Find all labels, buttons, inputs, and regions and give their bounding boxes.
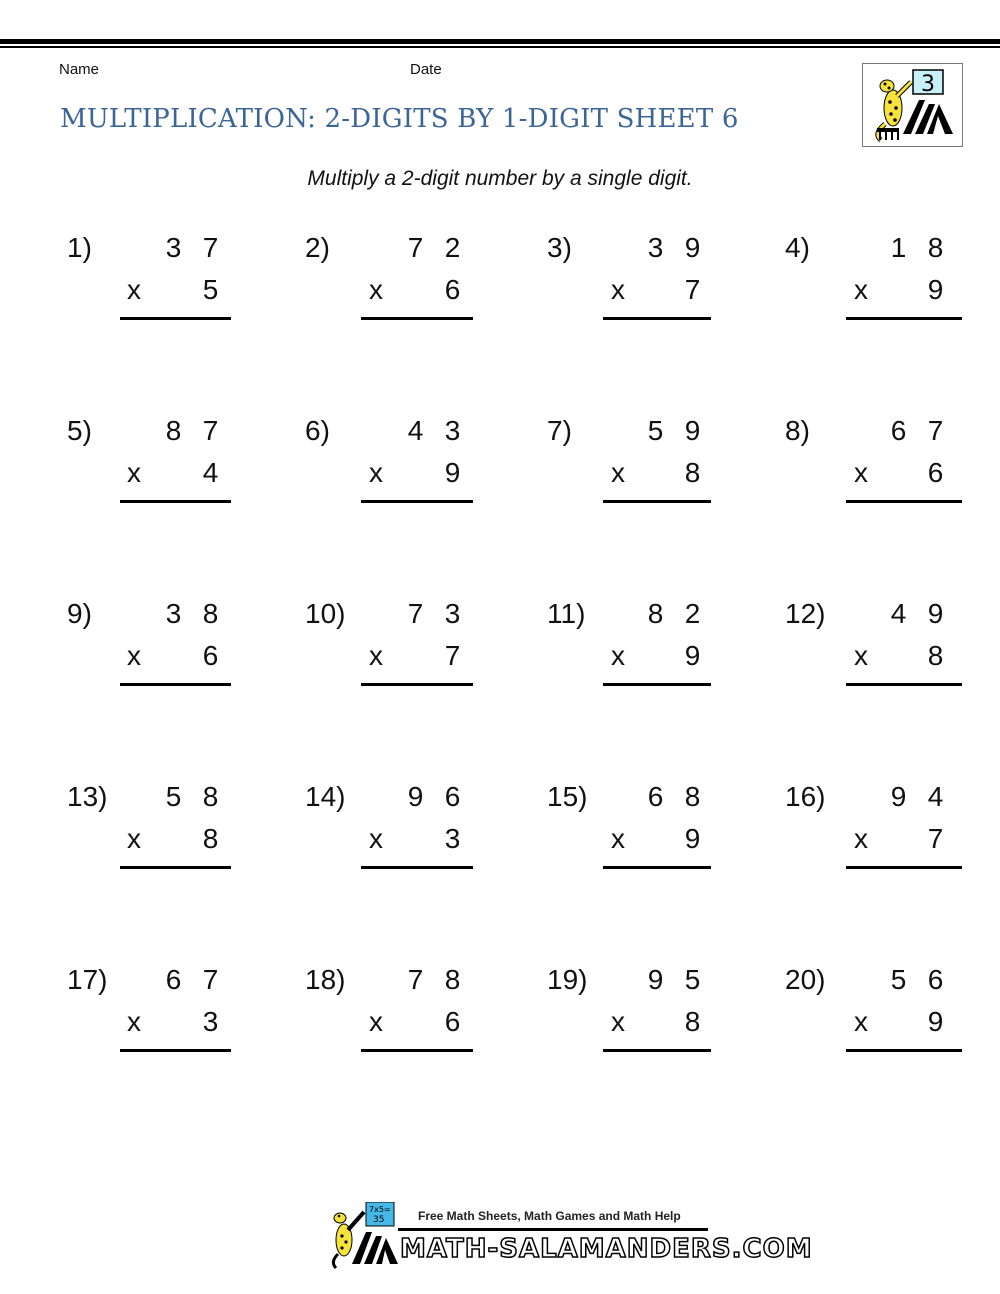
multiply-sign: x [127, 274, 141, 305]
multiplier [434, 457, 471, 489]
answer-line [846, 317, 962, 320]
problem-number: 10) [305, 598, 346, 629]
tens-digit: 8 [165, 415, 182, 446]
name-label: Name [59, 61, 100, 78]
multiplicand [155, 781, 229, 813]
problem-number: 15) [547, 781, 588, 812]
tens-digit: 6 [890, 415, 907, 446]
salamander-footer-icon [326, 1202, 398, 1270]
ones-digit: 6 [444, 781, 461, 812]
multiplier [192, 823, 229, 855]
multiply-sign: x [611, 823, 625, 854]
multiplier-digit: 8 [684, 1006, 701, 1037]
answer-line [846, 866, 962, 869]
multiplier [434, 274, 471, 306]
footer-tagline: Free Math Sheets, Math Games and Math Help [418, 1209, 681, 1223]
ones-digit: 8 [684, 781, 701, 812]
tens-digit: 4 [890, 598, 907, 629]
multiply-sign: x [854, 457, 868, 488]
multiply-sign: x [369, 457, 383, 488]
multiplier [917, 274, 954, 306]
problem-number: 16) [785, 781, 826, 812]
multiply-sign: x [611, 457, 625, 488]
problem-9 [67, 598, 267, 708]
ones-digit: 9 [684, 232, 701, 263]
multiplier [192, 640, 229, 672]
answer-line [120, 866, 231, 869]
multiplier [192, 274, 229, 306]
multiplier-digit: 7 [684, 274, 701, 305]
multiplier-digit: 5 [202, 274, 219, 305]
top-rule [0, 39, 1000, 44]
multiply-sign: x [854, 1006, 868, 1037]
tens-digit: 7 [407, 964, 424, 995]
date-label: Date [410, 61, 442, 78]
tens-digit: 6 [165, 964, 182, 995]
ones-digit: 8 [927, 232, 944, 263]
multiplier-digit: 4 [202, 457, 219, 488]
problem-7 [547, 415, 747, 525]
multiplier-digit: 9 [684, 823, 701, 854]
multiplier-digit: 3 [444, 823, 461, 854]
problem-number: 19) [547, 964, 588, 995]
ones-digit: 4 [927, 781, 944, 812]
problem-5 [67, 415, 267, 525]
ones-digit: 7 [927, 415, 944, 446]
multiplicand [155, 232, 229, 264]
problem-14 [305, 781, 505, 891]
ones-digit: 7 [202, 415, 219, 446]
multiply-sign: x [369, 640, 383, 671]
tens-digit: 4 [407, 415, 424, 446]
multiplier-digit: 8 [684, 457, 701, 488]
multiply-sign: x [369, 1006, 383, 1037]
tens-digit: 9 [407, 781, 424, 812]
multiply-sign: x [854, 640, 868, 671]
problem-number: 11) [547, 598, 586, 629]
multiply-sign: x [611, 1006, 625, 1037]
tens-digit: 7 [407, 232, 424, 263]
multiplier [917, 823, 954, 855]
problem-2 [305, 232, 505, 342]
ones-digit: 2 [444, 232, 461, 263]
multiplier-digit: 3 [202, 1006, 219, 1037]
multiplier [674, 640, 711, 672]
problem-12 [785, 598, 985, 708]
multiplicand [397, 598, 471, 630]
problem-16 [785, 781, 985, 891]
tens-digit: 3 [165, 598, 182, 629]
multiply-sign: x [369, 274, 383, 305]
multiplicand [637, 598, 711, 630]
answer-line [361, 866, 473, 869]
problem-number: 17) [67, 964, 108, 995]
problem-3 [547, 232, 747, 342]
multiplicand [397, 415, 471, 447]
multiplier [674, 1006, 711, 1038]
multiplicand [880, 781, 954, 813]
problem-number: 1) [67, 232, 92, 263]
answer-line [120, 683, 231, 686]
problem-1 [67, 232, 267, 342]
instructions: Multiply a 2-digit number by a single digit. [307, 167, 693, 190]
multiplier-digit: 6 [927, 457, 944, 488]
tens-digit: 3 [165, 232, 182, 263]
multiplier [434, 640, 471, 672]
multiplicand [397, 964, 471, 996]
multiplicand [155, 964, 229, 996]
problem-13 [67, 781, 267, 891]
answer-line [120, 317, 231, 320]
problem-17 [67, 964, 267, 1074]
multiply-sign: x [127, 640, 141, 671]
footer-logo [326, 1202, 813, 1270]
multiplier-digit: 9 [444, 457, 461, 488]
multiply-sign: x [127, 823, 141, 854]
ones-digit: 7 [202, 964, 219, 995]
answer-line [361, 500, 473, 503]
multiply-sign: x [369, 823, 383, 854]
tens-digit: 6 [647, 781, 664, 812]
multiply-sign: x [854, 823, 868, 854]
ones-digit: 3 [444, 598, 461, 629]
multiplier [674, 274, 711, 306]
problem-number: 13) [67, 781, 108, 812]
multiplicand [397, 781, 471, 813]
problem-number: 14) [305, 781, 346, 812]
problem-6 [305, 415, 505, 525]
tens-digit: 1 [890, 232, 907, 263]
answer-line [120, 500, 231, 503]
tens-digit: 5 [165, 781, 182, 812]
multiply-sign: x [127, 1006, 141, 1037]
problem-number: 12) [785, 598, 826, 629]
multiplier [917, 640, 954, 672]
answer-line [361, 1049, 473, 1052]
multiplicand [880, 964, 954, 996]
problem-number: 2) [305, 232, 330, 263]
multiplicand [880, 598, 954, 630]
answer-line [361, 683, 473, 686]
problem-19 [547, 964, 747, 1074]
ones-digit: 8 [202, 781, 219, 812]
salamander-grade-logo-icon [862, 63, 963, 147]
multiplier-digit: 9 [927, 1006, 944, 1037]
multiplier [192, 1006, 229, 1038]
multiply-sign: x [611, 640, 625, 671]
multiplicand [880, 232, 954, 264]
multiply-sign: x [127, 457, 141, 488]
multiplicand [637, 781, 711, 813]
ones-digit: 3 [444, 415, 461, 446]
answer-line [846, 500, 962, 503]
problem-number: 18) [305, 964, 346, 995]
problem-number: 20) [785, 964, 826, 995]
grade-number: 3 [921, 72, 935, 97]
problem-8 [785, 415, 985, 525]
svg-text:7x5=: 7x5= [369, 1205, 391, 1214]
answer-line [361, 317, 473, 320]
ones-digit: 9 [684, 415, 701, 446]
multiplier-digit: 9 [927, 274, 944, 305]
multiplier-digit: 9 [684, 640, 701, 671]
tens-digit: 3 [647, 232, 664, 263]
answer-line [603, 683, 711, 686]
multiplier [674, 457, 711, 489]
multiplicand [637, 964, 711, 996]
problem-4 [785, 232, 985, 342]
answer-line [846, 1049, 962, 1052]
footer-rule [398, 1228, 708, 1231]
ones-digit: 8 [202, 598, 219, 629]
ones-digit: 8 [444, 964, 461, 995]
tens-digit: 7 [407, 598, 424, 629]
problem-number: 8) [785, 415, 810, 446]
top-rule-thin [0, 46, 1000, 48]
multiplicand [397, 232, 471, 264]
multiplier [434, 1006, 471, 1038]
answer-line [603, 500, 711, 503]
ones-digit: 2 [684, 598, 701, 629]
multiplier-digit: 7 [927, 823, 944, 854]
tens-digit: 9 [647, 964, 664, 995]
answer-line [120, 1049, 231, 1052]
multiplicand [155, 415, 229, 447]
answer-line [603, 1049, 711, 1052]
problem-number: 4) [785, 232, 810, 263]
svg-text:35: 35 [373, 1215, 385, 1225]
multiplier-digit: 6 [444, 1006, 461, 1037]
multiplier-digit: 8 [927, 640, 944, 671]
problem-18 [305, 964, 505, 1074]
multiplier [917, 1006, 954, 1038]
problem-number: 5) [67, 415, 92, 446]
footer-site-name: MATH-SALAMANDERS.COM [400, 1234, 813, 1264]
tens-digit: 8 [647, 598, 664, 629]
ones-digit: 9 [927, 598, 944, 629]
multiplicand [637, 415, 711, 447]
problem-number: 6) [305, 415, 330, 446]
multiplier [917, 457, 954, 489]
multiplicand [155, 598, 229, 630]
multiplier-digit: 7 [444, 640, 461, 671]
problem-15 [547, 781, 747, 891]
answer-line [603, 317, 711, 320]
answer-line [846, 683, 962, 686]
problem-number: 7) [547, 415, 572, 446]
multiply-sign: x [611, 274, 625, 305]
multiplier-digit: 8 [202, 823, 219, 854]
ones-digit: 6 [927, 964, 944, 995]
problem-number: 3) [547, 232, 572, 263]
multiplicand [880, 415, 954, 447]
problem-20 [785, 964, 985, 1074]
problem-10 [305, 598, 505, 708]
problem-number: 9) [67, 598, 92, 629]
answer-line [603, 866, 711, 869]
multiplier-digit: 6 [202, 640, 219, 671]
multiplier [192, 457, 229, 489]
problem-11 [547, 598, 747, 708]
multiplier-digit: 6 [444, 274, 461, 305]
worksheet-title: MULTIPLICATION: 2-DIGITS BY 1-DIGIT SHEET 6 [60, 104, 739, 134]
ones-digit: 5 [684, 964, 701, 995]
multiplier [434, 823, 471, 855]
multiplier [674, 823, 711, 855]
multiply-sign: x [854, 274, 868, 305]
multiplicand [637, 232, 711, 264]
ones-digit: 7 [202, 232, 219, 263]
tens-digit: 5 [647, 415, 664, 446]
tens-digit: 9 [890, 781, 907, 812]
tens-digit: 5 [890, 964, 907, 995]
